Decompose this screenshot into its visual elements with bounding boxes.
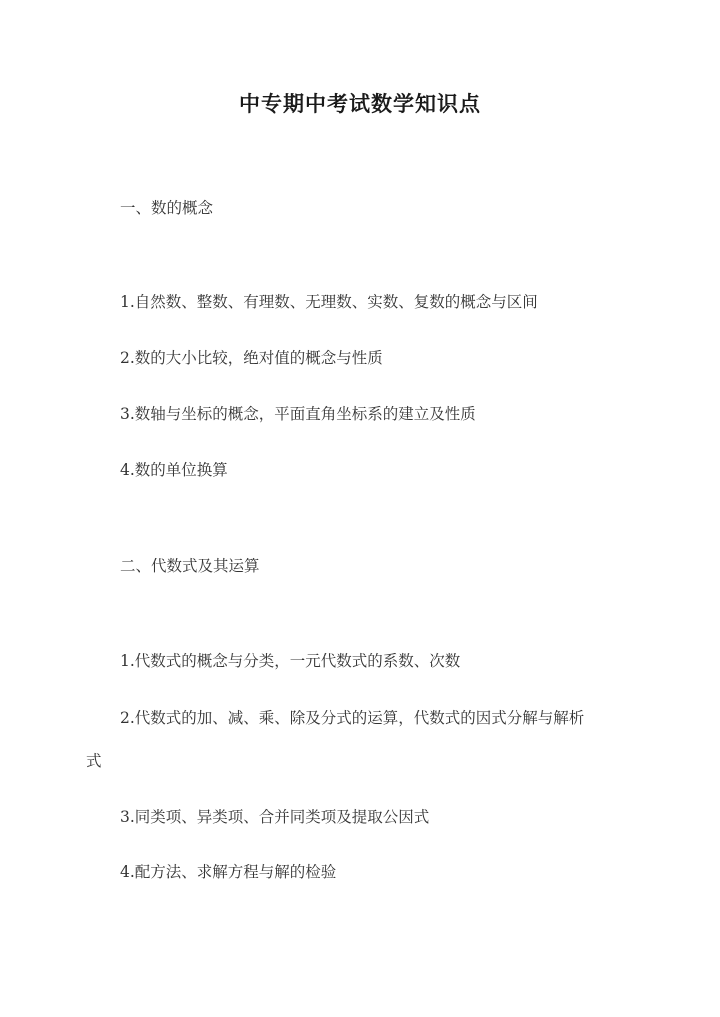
section-heading-1: 一、数的概念	[120, 199, 214, 217]
list-item: 2.数的大小比较，绝对值的概念与性质	[120, 349, 383, 367]
list-item: 2.代数式的加、减、乘、除及分式的运算，代数式的因式分解与解析	[120, 709, 585, 727]
list-item-continuation: 式	[86, 752, 102, 770]
section-heading-2: 二、代数式及其运算	[120, 557, 260, 575]
document-title: 中专期中考试数学知识点	[239, 91, 481, 116]
list-item: 1.自然数、整数、有理数、无理数、实数、复数的概念与区间	[120, 293, 538, 311]
list-item: 3.数轴与坐标的概念，平面直角坐标系的建立及性质	[120, 405, 476, 423]
list-item: 3.同类项、异类项、合并同类项及提取公因式	[120, 808, 430, 826]
list-item: 4.配方法、求解方程与解的检验	[120, 863, 337, 881]
list-item: 1.代数式的概念与分类，一元代数式的系数、次数	[120, 652, 461, 670]
list-item: 4.数的单位换算	[120, 461, 228, 479]
